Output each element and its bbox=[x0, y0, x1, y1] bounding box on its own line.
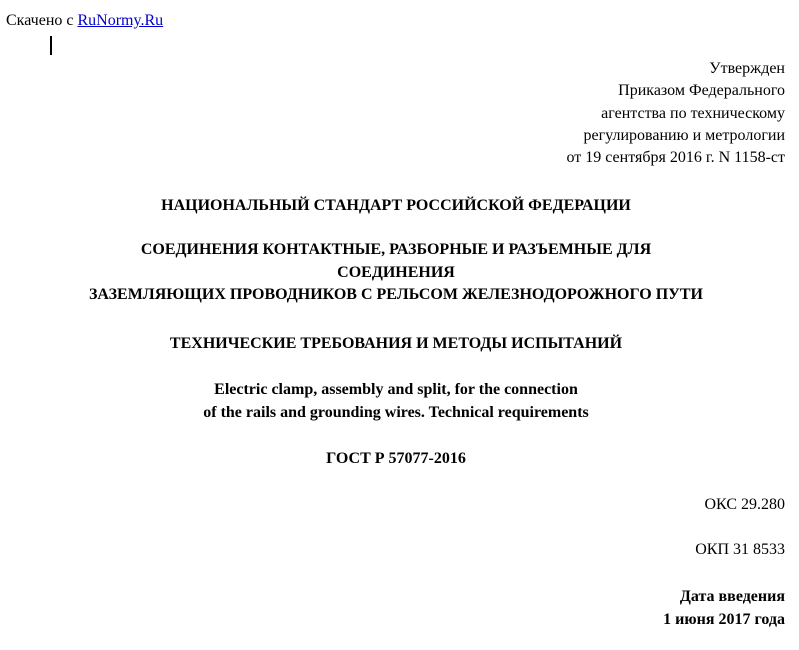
standard-title bbox=[0, 239, 792, 307]
source-link[interactable]: RuNormy.Ru bbox=[77, 12, 164, 29]
english-title bbox=[0, 378, 792, 424]
title-line: СОЕДИНЕНИЯ bbox=[337, 263, 455, 281]
oks-code: ОКС 29.280 bbox=[704, 496, 785, 513]
introduction-label: Дата введения bbox=[679, 588, 785, 605]
approval-line: агентства по техническому bbox=[601, 104, 785, 122]
approval-block bbox=[566, 58, 785, 169]
approval-line: от 19 сентября 2016 г. N 1158-ст bbox=[566, 149, 785, 167]
requirements-heading: ТЕХНИЧЕСКИЕ ТРЕБОВАНИЯ И МЕТОДЫ ИСПЫТАНИЙ bbox=[169, 335, 623, 352]
okp-code: ОКП 31 8533 bbox=[695, 541, 785, 558]
national-standard-heading: НАЦИОНАЛЬНЫЙ СТАНДАРТ РОССИЙСКОЙ ФЕДЕРАЦИИ bbox=[161, 197, 631, 214]
title-line: СОЕДИНЕНИЯ КОНТАКТНЫЕ, РАЗБОРНЫЕ И РАЗЪЕМНЫЕ ДЛЯ bbox=[140, 241, 652, 258]
source-prefix: Скачено с bbox=[6, 12, 74, 29]
english-title-line: Electric clamp, assembly and split, for the connection bbox=[214, 381, 578, 398]
english-title-line: of the rails and grounding wires. Technical requirements bbox=[203, 404, 589, 421]
source-line bbox=[6, 11, 163, 31]
gost-designation: ГОСТ Р 57077-2016 bbox=[326, 450, 466, 467]
title-line: ЗАЗЕМЛЯЮЩИХ ПРОВОДНИКОВ С РЕЛЬСОМ ЖЕЛЕЗНОДОРОЖНОГО ПУТИ bbox=[88, 286, 703, 303]
text-cursor bbox=[50, 36, 52, 55]
introduction-date-block bbox=[663, 585, 785, 631]
approval-line: Приказом Федерального bbox=[618, 82, 785, 100]
approval-line: регулированию и метрологии bbox=[583, 126, 785, 144]
introduction-date: 1 июня 2017 года bbox=[663, 611, 785, 628]
approval-line: Утвержден bbox=[709, 60, 785, 77]
